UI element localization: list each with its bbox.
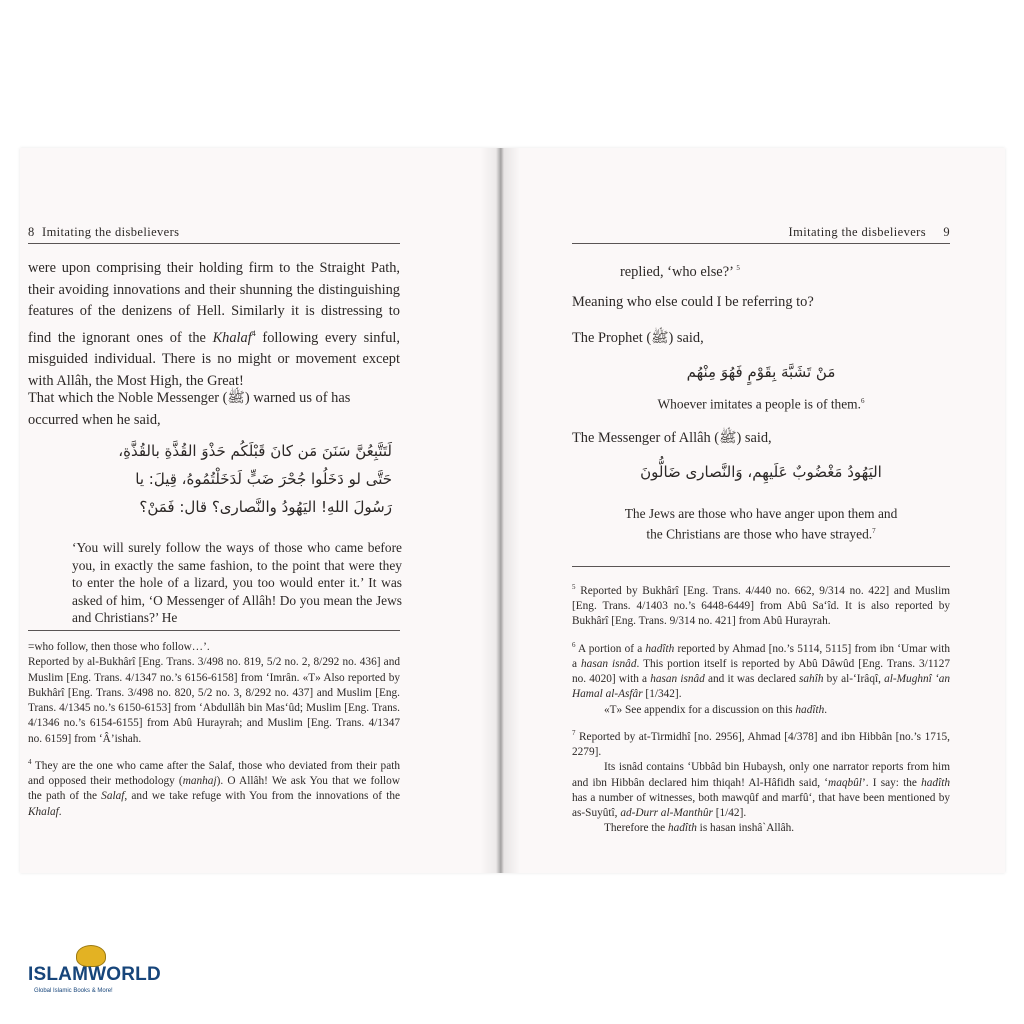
- footnote-continuation: =who follow, then those who follow…’.: [28, 641, 210, 653]
- footnote-6-note: «T» See appendix for a discussion on this hadîth.: [604, 703, 828, 716]
- left-page: [28, 148, 400, 873]
- logo-brand: ISLAMWORLD: [28, 964, 161, 985]
- paragraph: replied, ‘who else?’ $^5$: [620, 263, 740, 280]
- arabic-hadith: اليَهُودُ مَغْضُوبٌ عَلَيهِم، وَالنَّصارى ضَالُّونَ: [640, 463, 882, 481]
- footnote-rule: [28, 630, 400, 631]
- book-spread: [20, 148, 1005, 873]
- book-gutter: [480, 148, 520, 873]
- page-number: 8: [28, 225, 35, 239]
- logo-tagline: Global Islamic Books & More!: [34, 988, 113, 994]
- running-title: Imitating the disbelievers: [788, 225, 926, 239]
- footnote-7-detail: Its isnâd contains ‘Ubbâd bin Hubaysh, only one narrator reports from him and ibn Hibbân declared him thiqah! Al-Hâfidh said, ‘maqbûl’. I say: the hadîth has a number of witnesses, both mawqûf and marfû‘, that have been mentioned by as-Suyûtî, ad-Durr al-Manthûr [1/42].: [572, 761, 950, 820]
- paragraph: The Messenger of Allâh (ﷺ) said,: [572, 430, 772, 446]
- arabic-hadith-line: رَسُولَ اللهِ! اليَهُودُ والنَّصارى؟ قال: فَمَنْ؟: [139, 498, 392, 516]
- paragraph: Meaning who else could I be referring to?: [572, 294, 814, 310]
- hadith-translation: The Jews are those who have anger upon them and the Christians are those who have strayed.$^7$: [624, 506, 898, 542]
- page-number: 9: [943, 225, 950, 239]
- header-rule: [572, 243, 950, 244]
- left-page-header: [28, 225, 400, 241]
- islamworld-logo: [28, 945, 161, 1015]
- header-rule: [28, 243, 400, 244]
- footnote-5: $^5$ Reported by Bukhârî [Eng. Trans. 4/440 no. 662, 9/314 no. 422] and Muslim [Eng. Trans. 4/1403 no.’s 6448-6449] from Abû Sa‘îd. It is also reported by Bukhârî [Eng. Trans. 9/314 no. 421] from Abû Hurayrah.: [572, 583, 950, 628]
- footnote-7: $^7$ Reported by at-Tirmidhî [no. 2956], Ahmad [4/378] and ibn Hibbân [no.’s 1715, 2279].: [572, 728, 950, 758]
- right-page: [572, 148, 950, 873]
- arabic-hadith-line: لَتَتَّبِعُنَّ سَنَنَ مَن كانَ قَبْلَكُم حَذْوَ القُذَّةِ بالقُذَّةِ،: [118, 442, 392, 460]
- footnote-7-conclusion: Therefore the hadîth is hasan inshâ`Allâh.: [604, 822, 795, 835]
- footnotes: [572, 580, 950, 837]
- paragraph: The Prophet (ﷺ) said,: [572, 330, 704, 346]
- hadith-translation: ‘You will surely follow the ways of those who came before you, in exactly the same fashion, to the point that were they to enter the hole of a lizard, you too would enter it.’ It was asked of him, ‘O Messenger of Allâh! Do you mean the Jews and Christians?’ He: [72, 540, 402, 626]
- hadith-translation: Whoever imitates a people is of them.$^6$: [657, 396, 865, 412]
- footnote-4: $^4$ They are the one who came after the Salaf, those who deviated from their path and opposed their methodology (manhaj). O Allâh! We ask You that we follow the path of the Salaf, and we take refuge with You from the innovations of the Khalaf.: [28, 758, 400, 818]
- footnote-rule: [572, 566, 950, 567]
- footnote-reference: Reported by al-Bukhârî [Eng. Trans. 3/498 no. 819, 5/2 no. 2, 8/292 no. 436] and Muslim [Eng. Trans. 4/1347 no.’s 6156-6158] from ‘Imrân. «T» Also reported by Bukhârî [Eng. Trans. 3/498 no. 820, 5/2 no. 3, 8/292 no. 437] and Muslim [Eng. Trans. 4/1345 no.’s 6150-6153] from ‘Abdullâh bin Mas‘ûd; Muslim [Eng. Trans. 4/1346 no.’s 6154-6155] from Abû Hurayrah; and Muslim [Eng. Trans. 4/1347 no. 6159] from ‘Â’ishah.: [28, 656, 400, 745]
- running-title: Imitating the disbelievers: [42, 225, 180, 239]
- arabic-hadith: مَنْ تَشَبَّهَ بِقَوْمٍ فَهُوَ مِنْهُم: [686, 363, 836, 381]
- footnotes: [28, 640, 400, 820]
- footnote-6: $^6$ A portion of a hadîth reported by Ahmad [no.’s 5114, 5115] from ibn ‘Umar with a hasan isnâd. This portion itself is reported by Abû Dâwûd [Eng. Trans. 3/1127 no. 4020] with a hasan isnâd and it was declared sahîh by al-‘Irâqî, al-Mughnî ‘an Hamal al-Asfâr [1/342].: [572, 640, 951, 701]
- arabic-hadith-line: حَتَّى لو دَخَلُوا جُحْرَ ضَبٍّ لَدَخَلْتُمُوهُ، قِيلَ: يا: [135, 470, 392, 488]
- paragraph: That which the Noble Messenger (ﷺ) warned us of has occurred when he said,: [28, 390, 351, 428]
- paragraph: were upon comprising their holding firm to the Straight Path, their avoiding innovations and their shunning the distinguishing features of the denizens of Hell. Similarly it is distressing to find the ignorant ones of the Khalaf$^4$ following every sinful, misguided individual. There is no might or movement except with Allâh, the Most High, the Great!: [28, 260, 400, 389]
- right-page-header: [572, 225, 950, 241]
